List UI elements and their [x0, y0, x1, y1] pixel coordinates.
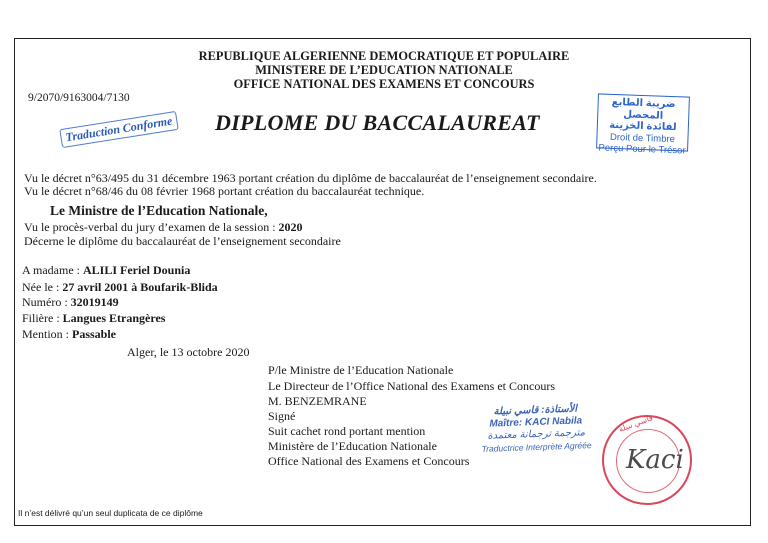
translator-arabic-title: مترجمة ترجمانة معتمدة: [487, 427, 586, 442]
number-row: [22, 296, 119, 309]
sig-line-3: M. BENZEMRANE: [268, 394, 367, 408]
candidate-name-row: [22, 264, 190, 277]
candidate-number: 32019149: [70, 295, 119, 309]
sig-line-1: P/le Ministre de l’Education Nationale: [268, 363, 454, 377]
decree-2: Vu le décret n°68/46 du 08 février 1968 portant création du baccalauréat technique.: [24, 184, 425, 198]
stream-row: [22, 312, 165, 325]
birth-value: 27 avril 2001 à Boufarik-Blida: [62, 280, 218, 294]
sig-line-4: Signé: [268, 409, 296, 423]
sig-line-6: Ministère de l’Education Nationale: [268, 439, 437, 453]
jury-prefix: Vu le procès-verbal du jury d’examen de la session :: [24, 220, 279, 234]
tax-stamp-line-1: Droit de Timbre: [609, 131, 676, 145]
translator-title: Traductrice Interprète Agréée: [481, 440, 592, 454]
seal-arabic-text: قاسي نبيلة: [617, 413, 655, 434]
header-ministry: MINISTERE DE L’EDUCATION NATIONALE: [255, 63, 513, 77]
candidate-name: ALILI Feriel Dounia: [82, 263, 191, 277]
translator-name: Maître: KACI Nabila: [489, 415, 583, 430]
tax-stamp-arabic-2: لفائدة الخزينة: [608, 119, 677, 134]
tax-stamp-line-2: Perçu Pour le Trésor: [598, 142, 686, 157]
tax-stamp-arabic-1: ضريبة الطابع المحصل: [611, 96, 676, 122]
minister-heading: Le Ministre de l’Education Nationale,: [50, 203, 268, 218]
jury-line: [24, 221, 303, 234]
reference-number: 9/2070/9163004/7130: [28, 92, 130, 104]
birth-label: Née le :: [22, 280, 63, 294]
name-label: A madame :: [22, 263, 83, 277]
translator-stamp: [471, 403, 601, 455]
header-office: OFFICE NATIONAL DES EXAMENS ET CONCOURS: [233, 77, 535, 91]
round-seal: [602, 415, 692, 505]
header-republic: REPUBLIQUE ALGERIENNE DEMOCRATIQUE ET POPULAIRE: [198, 49, 570, 63]
handwritten-signature: Kaci: [626, 445, 684, 475]
number-label: Numéro :: [22, 295, 71, 309]
awards-line: Décerne le diplôme du baccalauréat de l’enseignement secondaire: [24, 234, 341, 248]
translator-arabic-name: الأستاذة: قاسي نبيلة: [493, 403, 578, 418]
sig-line-5: Suit cachet rond portant mention: [268, 424, 426, 438]
stream-label: Filière :: [22, 311, 63, 325]
session-year: 2020: [278, 220, 303, 234]
traduction-conforme-stamp: Traduction Conforme: [59, 111, 178, 148]
mention-row: [22, 328, 116, 341]
document-title: DIPLOME DU BACCALAUREAT: [215, 110, 540, 135]
tax-stamp: [596, 93, 690, 157]
footer-note: Il n’est délivré qu’un seul duplicata de ce diplôme: [18, 508, 203, 518]
birth-row: [22, 281, 218, 294]
decree-1: Vu le décret n°63/495 du 31 décembre 1963 portant création du diplôme de baccalauréat de l’enseignement secondaire.: [24, 171, 597, 185]
stream-value: Langues Etrangères: [62, 311, 166, 325]
mention-value: Passable: [72, 327, 117, 341]
mention-label: Mention :: [22, 327, 72, 341]
sig-line-2: Le Directeur de l’Office National des Examens et Concours: [268, 379, 556, 393]
place-date: Alger, le 13 octobre 2020: [127, 345, 250, 359]
sig-line-7: Office National des Examens et Concours: [268, 454, 470, 468]
